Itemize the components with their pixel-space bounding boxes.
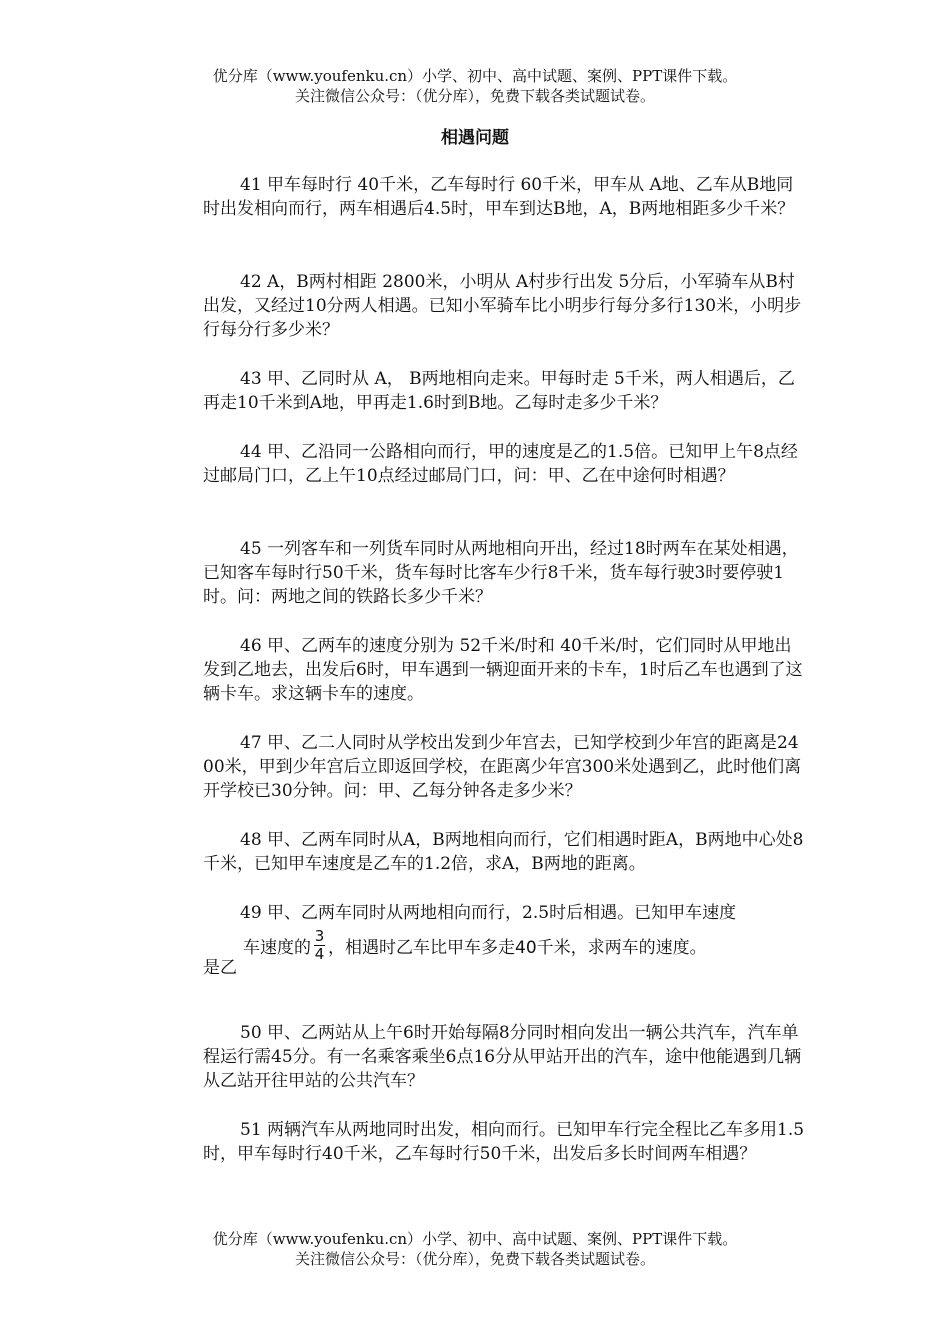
problem-42: 42 A，B两村相距 2800米，小明从 A村步行出发 5分后，小军骑车从B村出发，又经过10分两人相遇。已知小军骑车比小明步行每分多行130米，小明步行每分行多少米？ [203, 272, 802, 340]
problem-47: 47 甲、乙二人同时从学校出发到少年宫去，已知学校到少年宫的距离是2400米，甲到少年宫后立即返回学校，在距离少年宫300米处遇到乙，此时他们离开学校已30分钟。问：甲、乙每分钟各走多少米？ [203, 733, 802, 801]
fraction-three-quarters [314, 928, 325, 963]
problem-50: 50 甲、乙两站从上午6时开始每隔8分同时相向发出一辆公共汽车，汽车单程运行需45分。有一名乘客乘坐6点16分从甲站开出的汽车，途中他能遇到几辆从乙站开往甲站的公共汽车？ [203, 1023, 802, 1091]
problem-49-tail: 是乙 [203, 958, 237, 978]
page-title: 相遇问题 [441, 128, 509, 148]
problem-49-image-before: 车速度的 [243, 937, 311, 958]
problem-49: 49 甲、乙两车同时从两地相向而行，2.5时后相遇。已知甲车速度 [240, 903, 737, 923]
problem-49-image-after: ，相遇时乙车比甲车多走40千米，求两车的速度。 [328, 937, 707, 958]
problem-45: 45 一列客车和一列货车同时从两地相向开出，经过18时两车在某处相遇，已知客车每时行50千米，货车每时比客车少行8千米，货车每行驶3时要停驶1时。问：两地之间的铁路长多少千米？ [203, 539, 799, 607]
header-line-2: 关注微信公众号：（优分库），免费下载各类试题试卷。 [294, 87, 655, 105]
header-line-1: 优分库（www.youfenku.cn）小学、初中、高中试题、案例、PPT课件下载。 [212, 67, 738, 85]
problem-48: 48 甲、乙两车同时从A，B两地相向而行，它们相遇时距A，B两地中心处8千米，已知甲车速度是乙车的1.2倍，求A，B两地的距离。 [203, 830, 804, 874]
footer-line-1: 优分库（www.youfenku.cn）小学、初中、高中试题、案例、PPT课件下载。 [212, 1230, 738, 1248]
problem-43: 43 甲、乙同时从 A， B两地相向走来。甲每时走 5千米，两人相遇后，乙再走10千米到A地，甲再走1.6时到B地。乙每时走多少千米？ [203, 369, 795, 413]
problem-46: 46 甲、乙两车的速度分别为 52千米/时和 40千米/时，它们同时从甲地出发到乙地去，出发后6时，甲车遇到一辆迎面开来的卡车，1时后乙车也遇到了这辆卡车。求这辆卡车的速度。 [203, 636, 803, 704]
fraction-numerator: 3 [314, 926, 325, 945]
fraction-denominator: 4 [314, 944, 325, 963]
problem-41: 41 甲车每时行 40千米，乙车每时行 60千米，甲车从 A地、乙车从B地同时出发相向而行，两车相遇后4.5时，甲车到达B地，A，B两地相距多少千米？ [203, 175, 795, 219]
problem-44: 44 甲、乙沿同一公路相向而行，甲的速度是乙的1.5倍。已知甲上午8点经过邮局门口，乙上午10点经过邮局门口，问：甲、乙在中途何时相遇？ [203, 442, 798, 486]
problem-51: 51 两辆汽车从两地同时出发，相向而行。已知甲车行完全程比乙车多用1.5时，甲车每时行40千米，乙车每时行50千米，出发后多长时间两车相遇？ [203, 1120, 805, 1164]
footer-line-2: 关注微信公众号：（优分库），免费下载各类试题试卷。 [294, 1250, 655, 1268]
problem-49-image-text [243, 922, 707, 968]
